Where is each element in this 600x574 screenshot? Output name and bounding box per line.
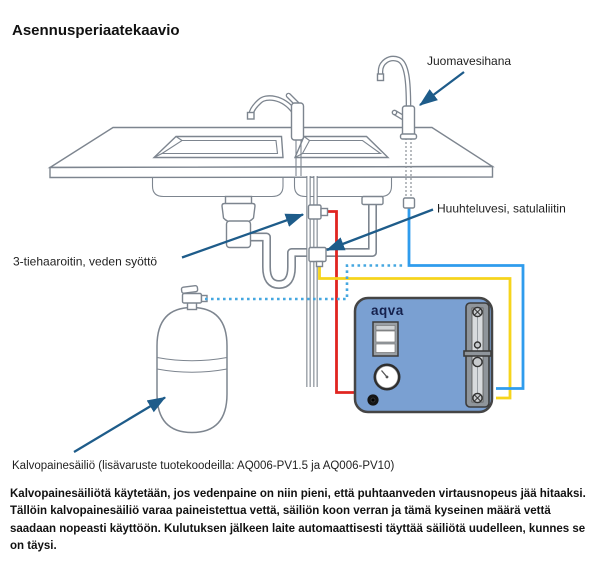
leader-rinse-water [327, 210, 433, 251]
tank-tube-dotted [205, 266, 404, 300]
drain-knob [367, 394, 378, 405]
disposal-unit [222, 197, 255, 248]
switch-panel [373, 322, 398, 356]
leader-pressure-tank [74, 398, 165, 453]
device-aqva [355, 298, 492, 412]
label-rinse-water: Huuhteluvesi, satulaliitin [437, 201, 566, 216]
page-title: Asennusperiaatekaavio [12, 22, 180, 39]
tank-caption: Kalvopainesäiliö (lisävaruste tuotekoodeilla: AQ006-PV1.5 ja AQ006-PV10) [12, 460, 395, 472]
flow-meters [464, 303, 491, 407]
sink-basins [154, 137, 388, 158]
faucet-tube-fitting [404, 198, 415, 208]
label-drinking-faucet: Juomavesihana [427, 54, 512, 68]
footer-paragraph: Kalvopainesäiliötä käytetään, jos vedenpaine on niin pieni, että puhtaanveden virtausnopeus jää hitaaksi. Tällöin kalvopainesäiliö varaa paineistettua vettä, säiliön koon verran ja tämä kyseinen määrä vettä saadaan nopeasti käyttöön. Kulutuksen jälkeen laite automaattisesti täyttää säiliötä uudelleen, kunnes se on täysi. [10, 488, 586, 553]
tank-valve [181, 285, 207, 309]
leader-drinking-faucet [420, 72, 464, 105]
saddle-connector [309, 248, 326, 267]
three-way-valve [309, 205, 328, 219]
label-feed-splitter: 3-tiehaaroitin, veden syöttö [13, 254, 158, 269]
pressure-tank [157, 285, 227, 432]
pressure-gauge-icon [374, 364, 401, 391]
under-counter-bowls [153, 177, 392, 197]
device-label: aqva [371, 303, 404, 318]
